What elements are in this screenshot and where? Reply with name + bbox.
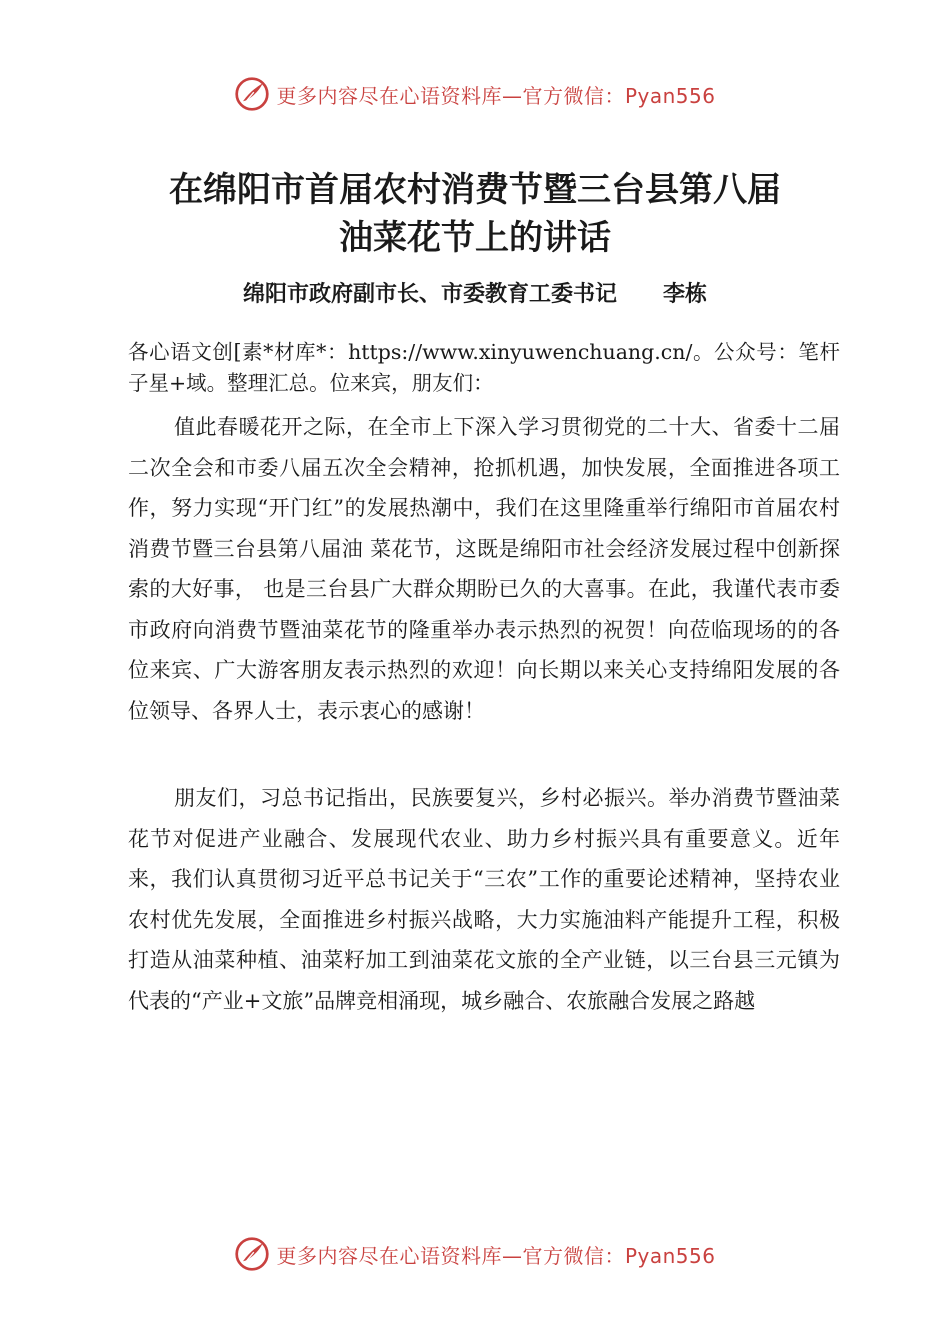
intro-text: 各心语文创[素*材库*：https://www.xinyuwenchuang.cn/。公众号：笔杆子星+域。整理汇总。位来宾，朋友们：	[128, 340, 840, 395]
page-title-line-1: 在绵阳市首届农村消费节暨三台县第八届	[169, 170, 781, 210]
watermark-text: 更多内容尽在心语资料库—官方微信：Pyan556	[276, 1243, 716, 1268]
body-paragraph-1	[128, 407, 840, 731]
footer-watermark	[0, 1230, 950, 1278]
intro-paragraph	[128, 337, 840, 399]
paragraph-1-text: 值此春暖花开之际，在全市上下深入学习贯彻党的二十大、省委十二届二次全会和市委八届五次全会精神，抢抓机遇，加快发展，全面推进各项工作，努力实现“开门红”的发展热潮中，我们在这里隆重举行绵阳市首届农村消费节暨三台县第八届油 菜花节，这既是绵阳市社会经济发展过程中创新探索的大好事， 也是三台县广大群众期盼已久的大喜事。在此，我谨代表市委市政府向消费节暨油菜花节的隆重举办表示热烈的祝贺！向莅临现场的的各位来宾、广大游客朋友表示热烈的欢迎！向长期以来关心支持绵阳发展的各位领导、各界人士，表示衷心的感谢！	[128, 415, 840, 723]
header-watermark	[0, 70, 950, 118]
paragraph-2-text: 朋友们，习总书记指出，民族要复兴，乡村必振兴。举办消费节暨油菜花节对促进产业融合、发展现代农业、助力乡村振兴具有重要意义。近年来，我们认真贯彻习近平总书记关于“三农”工作的重要论述精神，坚持农业农村优先发展，全面推进乡村振兴战略，大力实施油料产能提升工程，积极打造从油菜种植、油菜籽加工到油菜花文旅的全产业链，以三台县三元镇为代表的“产业+文旅”品牌竞相涌现，城乡融合、农旅融合发展之路越	[128, 786, 840, 1013]
feather-seal-icon	[234, 1236, 270, 1272]
page-title-line-2: 油菜花节上的讲话	[339, 218, 611, 258]
watermark-text: 更多内容尽在心语资料库—官方微信：Pyan556	[276, 83, 716, 108]
body-paragraph-2	[128, 778, 840, 1021]
speaker-byline: 绵阳市政府副市长、市委教育工委书记 李栋	[243, 282, 707, 307]
feather-seal-icon	[234, 76, 270, 112]
